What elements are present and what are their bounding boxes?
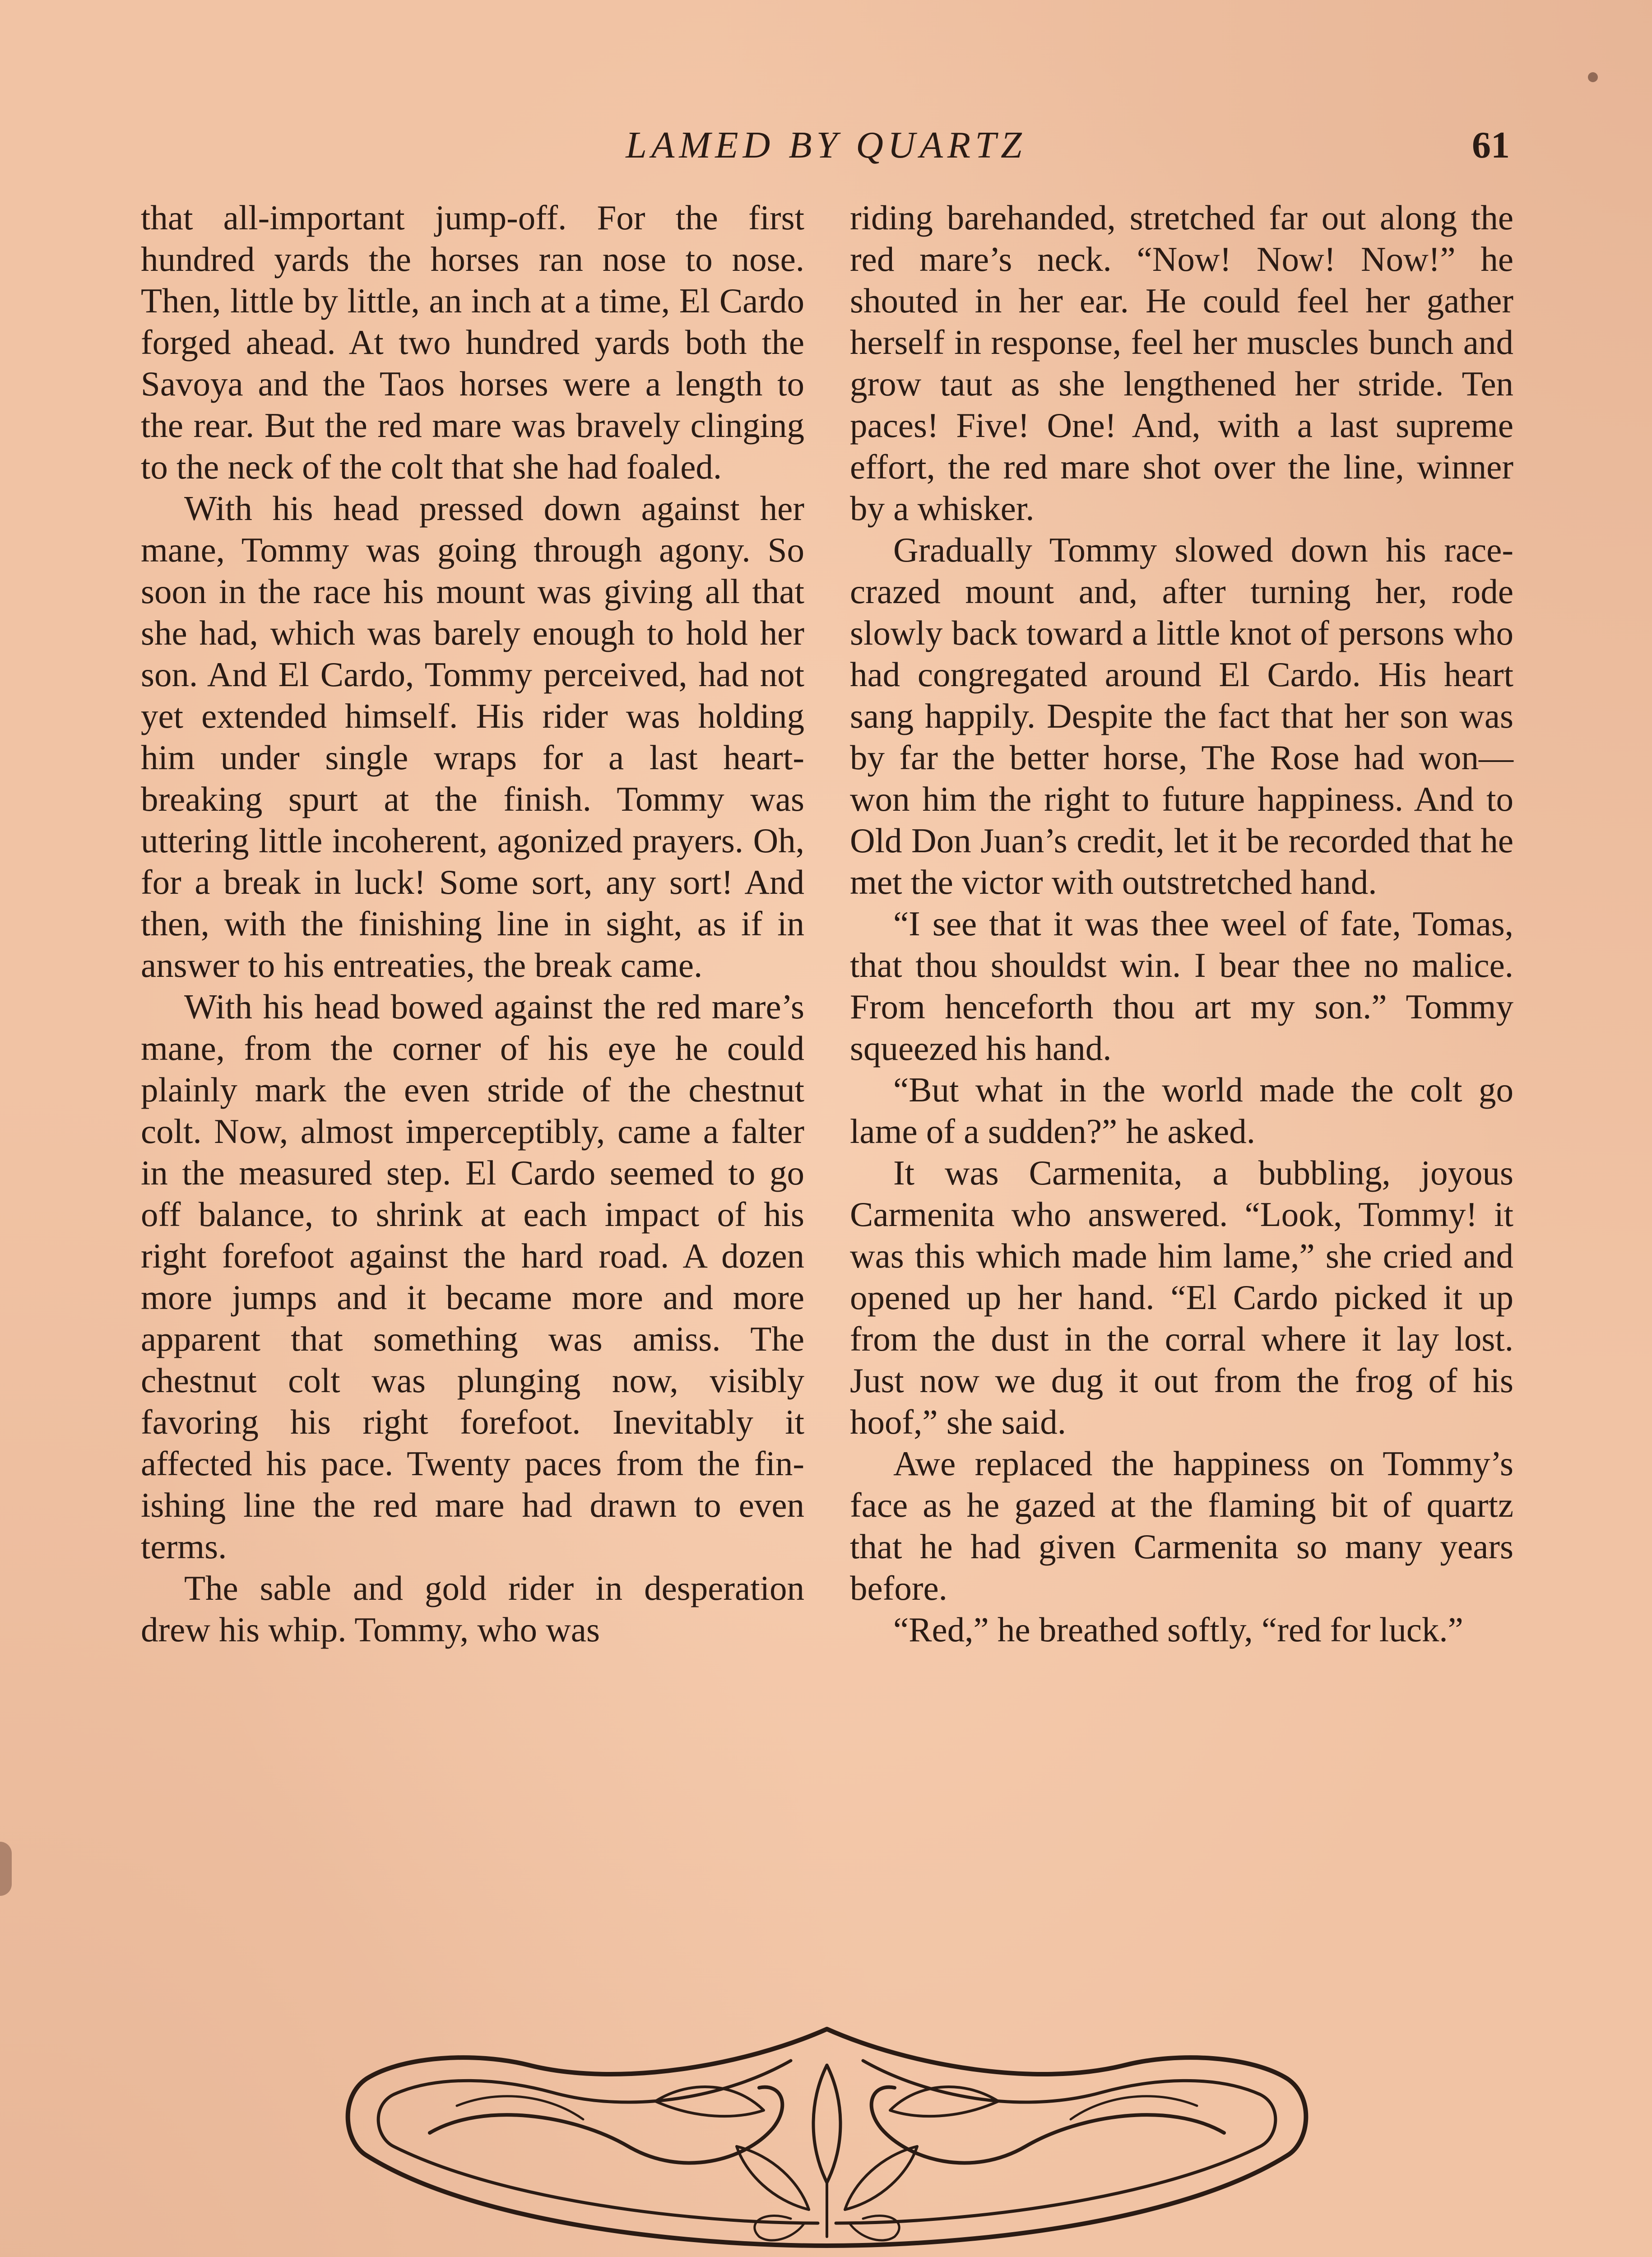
ornament-inner-frame-left — [378, 2061, 818, 2223]
running-title: LAMED BY QUARTZ — [626, 124, 1026, 166]
paragraph: It was Carmenita, a bubbling, joyous Carmenita who answered. “Look, Tommy! it was this which made him lame,” she cried and opened up her hand. “El Cardo picked it up from the dust in the corral where it lay lost. Just now we dug it out from the frog of his hoof,” she said. — [850, 1153, 1513, 1441]
floral-ornament-icon — [339, 2011, 1314, 2257]
paragraph: With his head bowed against the red mare’s mane, from the corner of his eye he could plainly mark the even stride of the chestnut colt. Now, almost imperceptibly, came a falter in the measured step. El Cardo seemed to go off balance, to shrink at each impact of his right forefoot against the hard road. A dozen more jumps and it became more and more apparent that something was amiss. The chestnut colt was plunging now, visibly favoring his right forefoot. Inevitably it affected his pace. Twenty paces from the finishing line the red mare had drawn to even terms. — [141, 987, 804, 1566]
ornament-petal-left — [737, 2146, 809, 2210]
paragraph: With his head pressed down against her mane, Tommy was going through agony. So soon in the race his mount was giving all that she had, which was barely enough to hold her son. And El Cardo, Tommy perceived, had not yet extended himself. His rider was holding him under single wraps for a last heart-breaking spurt at the finish. Tommy was uttering little incoherent, agonized prayers. Oh, for a break in luck! Some sort, any sort! And then, with the finishing line in sight, as if in answer to his entreaties, the break came. — [141, 489, 804, 985]
paragraph: that all-important jump-off. For the first hundred yards the horses ran nose to nose. Then, little by little, an inch at a time, El Cardo forged ahead. At two hundred yards both the Savoya and the Taos horses were a length to the rear. But the red mare was bravely clinging to the neck of the colt that she had foaled. — [141, 198, 804, 486]
ornament-center-bud — [813, 2065, 840, 2183]
paragraph: “I see that it was thee weel of fate, Tomas, that thou shouldst win. I bear thee no malice. From henceforth thou art my son.” Tommy squeezed his hand. — [850, 904, 1513, 1068]
right-column — [850, 197, 1513, 1650]
ornament-curl-right — [849, 2216, 899, 2241]
ornament-petal-right — [845, 2146, 917, 2210]
page-number: 61 — [1472, 124, 1510, 166]
paragraph: The sable and gold rider in desperation drew his whip. Tommy, who was — [141, 1569, 804, 1649]
left-column — [141, 197, 804, 1650]
paragraph: Gradually Tommy slowed down his race-crazed mount and, after turning her, rode slowly back toward a little knot of persons who had congregated around El Cardo. His heart sang happily. Despite the fact that her son was by far the better horse, The Rose had won—won him the right to future happiness. And to Old Don Juan’s credit, let it be recorded that he met the victor with outstretched hand. — [850, 530, 1513, 901]
paragraph: “Red,” he breathed softly, “red for luck.” — [893, 1610, 1463, 1649]
paragraph: Awe replaced the happiness on Tommy’s face as he gazed at the flaming bit of quartz that he had given Carmenita so many years before. — [850, 1444, 1513, 1607]
paragraph: “But what in the world made the colt go lame of a sudden?” he asked. — [850, 1070, 1513, 1151]
page-speck — [0, 1842, 12, 1896]
page-speck — [1588, 72, 1598, 82]
ornament-inner-frame-right — [836, 2061, 1276, 2223]
paragraph: riding barehanded, stretched far out along the red mare’s neck. “Now! Now! Now!” he shouted in her ear. He could feel her gather herself in response, feel her muscles bunch and grow taut as she lengthened her stride. Ten paces! Five! One! And, with a last supreme effort, the red mare shot over the line, winner by a whisker. — [850, 198, 1513, 528]
running-head — [0, 118, 1652, 172]
ornament-curl-left — [755, 2216, 804, 2241]
